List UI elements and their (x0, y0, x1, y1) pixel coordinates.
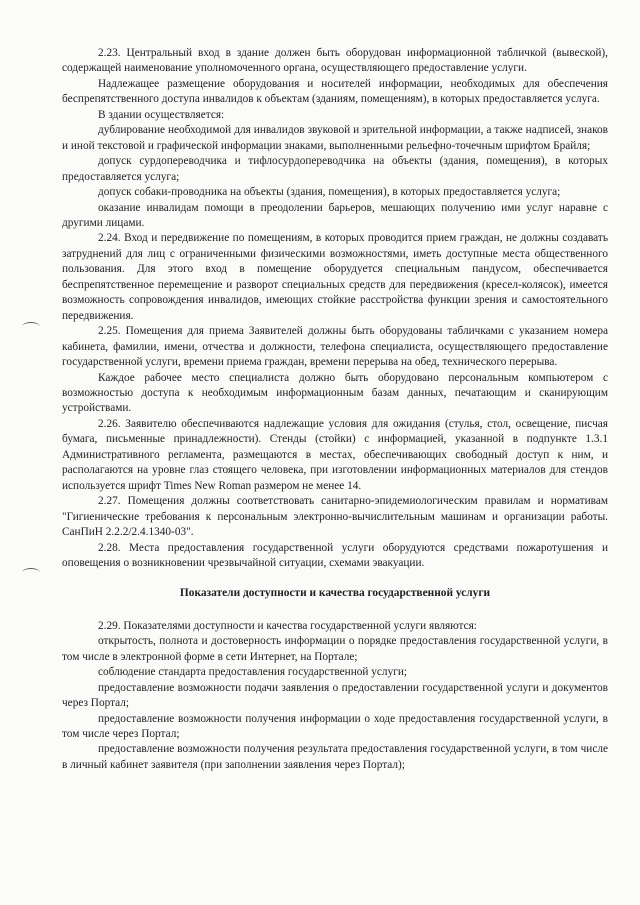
paragraph: соблюдение стандарта предоставления государственной услуги; (98, 666, 408, 679)
paragraph: В здании осуществляется: (98, 108, 225, 121)
paragraph-2-26: 2.26. Заявителю обеспечиваются надлежащие условия для ожидания (стулья, стол, освещение, писчая бумага, письменные принадлежности). Стенды (стойки) с информацией, указанной в подпункте 1.3.1 Административного регламента, размещаются в местах, обеспечивающих свободный доступ к ним, и располагаются на уровне глаз стоящего человека, при изготовлении информационных материалов для стендов используется шрифт Times New Roman размером не менее 14. (62, 417, 608, 492)
document-page (62, 46, 608, 773)
paragraph-2-24: 2.24. Вход и передвижение по помещениям, в которых проводится прием граждан, не должны создавать затруднений для лиц с ограниченными физическими возможностями, иметь доступные места общественного пользования. Для этого вход в помещение оборудуется специальным пандусом, обеспечивается беспрепятственное перемещение и разворот специальных средств для передвижения (кресел-колясок), имеется возможность сопровождения инвалидов, имеющих стойкие расстройства функции зрения и самостоятельного передвижения. (62, 232, 608, 322)
paragraph: Каждое рабочее место специалиста должно быть оборудовано персональным компьютером с возможностью доступа к необходимым информационным базам данных, печатающим и сканирующим устройствами. (62, 371, 608, 415)
paragraph: допуск собаки-проводника на объекты (здания, помещения), в которых предоставляется услуга; (98, 186, 561, 199)
paragraph: дублирование необходимой для инвалидов звуковой и зрительной информации, а также надписей, знаков и иной текстовой и графической информации знаками, выполненными рельефно-точечным шрифтом Брайля; (62, 124, 608, 152)
paragraph-2-23: 2.23. Центральный вход в здание должен быть оборудован информационной табличкой (вывеской), содержащей наименование уполномоченного органа, осуществляющего предоставление услуги. (62, 47, 608, 75)
section-top (62, 46, 608, 571)
paragraph: предоставление возможности подачи заявления о предоставлении государственной услуги и документов через Портал; (62, 681, 608, 710)
margin-pencil-mark (22, 568, 40, 577)
paragraph: открытость, полнота и достоверность информации о порядке предоставления государственной услуги, в том числе в электронной форме в сети Интернет, на Портале; (62, 635, 608, 663)
paragraph-2-28: 2.28. Места предоставления государственной услуги оборудуются средствами пожаротушения и оповещения о возникновении чрезвычайной ситуации, схемами эвакуации. (62, 541, 608, 569)
paragraph: предоставление возможности получения информации о ходе предоставления государственной услуги, в том числе через Портал; (62, 712, 608, 741)
paragraph: предоставление возможности получения результата предоставления государственной услуги, в том числе в личный кабинет заявителя (при заполнении заявления через Портал); (62, 743, 608, 771)
margin-pencil-mark (22, 322, 40, 331)
paragraph: оказание инвалидам помощи в преодолении барьеров, мешающих получению ими услуг наравне с другими лицами. (62, 201, 608, 229)
paragraph: Надлежащее размещение оборудования и носителей информации, необходимых для обеспечения беспрепятственного доступа инвалидов к объектам (зданиям, помещениям), в которых предоставляется услуга. (62, 77, 608, 106)
section-heading: Показатели доступности и качества государственной услуги (179, 587, 491, 600)
section-bottom (62, 619, 608, 774)
paragraph-2-27: 2.27. Помещения должны соответствовать санитарно-эпидемиологическим правилам и нормативам "Гигиенические требования к персональным электронно-вычислительным машинам и организации работы. СанПиН 2.2.2/2.4.1340-03". (62, 495, 608, 539)
paragraph-2-29: 2.29. Показателями доступности и качества государственной услуги являются: (98, 619, 477, 632)
paragraph: допуск сурдопереводчика и тифлосурдопереводчика на объекты (здания, помещения), в которых предоставляется услуга; (62, 155, 608, 183)
paragraph-2-25: 2.25. Помещения для приема Заявителей должны быть оборудованы табличками с указанием номера кабинета, фамилии, имени, отчества и должности, телефона специалиста, осуществляющего предоставление государственной услуги, времени приема граждан, времени перерыва на обед, технического перерыва. (62, 325, 608, 369)
